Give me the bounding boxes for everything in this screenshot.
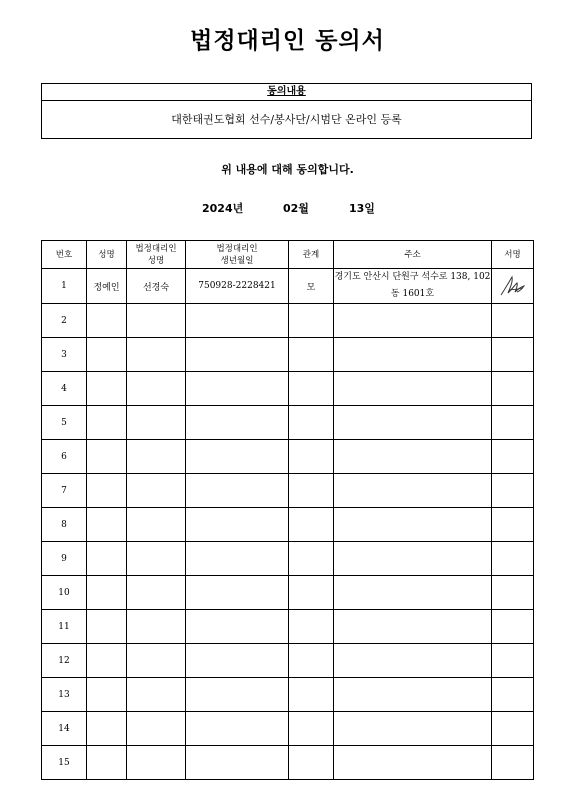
- table-row: [42, 576, 534, 610]
- signature-table: [41, 240, 534, 780]
- header-rep-name: 법정대리인 성명: [127, 241, 186, 269]
- cell-rep-birth: [186, 440, 289, 474]
- cell-no: 11: [42, 610, 87, 644]
- cell-no: 13: [42, 678, 87, 712]
- cell-rep-name: [127, 610, 186, 644]
- cell-relation: [289, 440, 334, 474]
- consent-header: [42, 84, 531, 101]
- table-row: [42, 372, 534, 406]
- cell-relation: [289, 746, 334, 780]
- cell-relation: 모: [289, 269, 334, 304]
- cell-signature: [492, 338, 534, 372]
- cell-no: 15: [42, 746, 87, 780]
- cell-relation: [289, 576, 334, 610]
- cell-address: [334, 406, 492, 440]
- cell-address: [334, 338, 492, 372]
- cell-rep-name: [127, 440, 186, 474]
- cell-name: [87, 712, 127, 746]
- header-no: 번호: [42, 241, 87, 269]
- cell-name: [87, 644, 127, 678]
- cell-signature: [492, 508, 534, 542]
- cell-no: 8: [42, 508, 87, 542]
- table-row: [42, 610, 534, 644]
- cell-address: [334, 610, 492, 644]
- cell-rep-name: [127, 304, 186, 338]
- cell-signature: [492, 576, 534, 610]
- cell-signature: [492, 440, 534, 474]
- cell-signature: [492, 644, 534, 678]
- header-rep-birth: 법정대리인 생년월일: [186, 241, 289, 269]
- cell-name: [87, 304, 127, 338]
- table-row: [42, 406, 534, 440]
- cell-name: [87, 508, 127, 542]
- cell-address: 경기도 안산시 단원구 석수로 138, 102동 1601호: [334, 269, 492, 304]
- cell-name: [87, 372, 127, 406]
- cell-signature: [492, 304, 534, 338]
- table-row: [42, 746, 534, 780]
- cell-relation: [289, 474, 334, 508]
- cell-rep-birth: [186, 338, 289, 372]
- cell-no: 14: [42, 712, 87, 746]
- cell-rep-name: [127, 474, 186, 508]
- cell-address: [334, 542, 492, 576]
- cell-address: [334, 440, 492, 474]
- cell-address: [334, 644, 492, 678]
- cell-no: 7: [42, 474, 87, 508]
- cell-address: [334, 508, 492, 542]
- cell-rep-birth: [186, 304, 289, 338]
- cell-rep-birth: [186, 406, 289, 440]
- header-address: 주소: [334, 241, 492, 269]
- cell-relation: [289, 678, 334, 712]
- table-header-row: [42, 241, 534, 269]
- header-name: 성명: [87, 241, 127, 269]
- table-row: [42, 440, 534, 474]
- table-row: [42, 712, 534, 746]
- cell-rep-birth: [186, 746, 289, 780]
- cell-signature: [492, 610, 534, 644]
- cell-rep-name: [127, 542, 186, 576]
- signature-icon: [498, 274, 528, 298]
- cell-rep-name: [127, 406, 186, 440]
- cell-relation: [289, 304, 334, 338]
- date-year: 2024년: [202, 202, 244, 215]
- cell-rep-birth: [186, 372, 289, 406]
- cell-relation: [289, 338, 334, 372]
- cell-rep-name: [127, 372, 186, 406]
- table-row: [42, 338, 534, 372]
- cell-no: 4: [42, 372, 87, 406]
- cell-address: [334, 746, 492, 780]
- cell-signature: [492, 372, 534, 406]
- cell-rep-name: 선경숙: [127, 269, 186, 304]
- cell-relation: [289, 610, 334, 644]
- cell-name: [87, 406, 127, 440]
- cell-rep-birth: [186, 576, 289, 610]
- cell-name: [87, 576, 127, 610]
- table-row: [42, 542, 534, 576]
- cell-rep-birth: [186, 678, 289, 712]
- cell-rep-birth: 750928-2228421: [186, 269, 289, 304]
- cell-no: 6: [42, 440, 87, 474]
- cell-name: [87, 678, 127, 712]
- cell-relation: [289, 542, 334, 576]
- cell-rep-name: [127, 746, 186, 780]
- table-row: [42, 508, 534, 542]
- cell-rep-birth: [186, 712, 289, 746]
- cell-signature: [492, 474, 534, 508]
- table-row: [42, 474, 534, 508]
- consent-body: 대한태권도협회 선수/봉사단/시범단 온라인 등록: [171, 113, 402, 126]
- cell-rep-birth: [186, 644, 289, 678]
- cell-address: [334, 678, 492, 712]
- cell-no: 9: [42, 542, 87, 576]
- cell-no: 2: [42, 304, 87, 338]
- table-body: [42, 269, 534, 780]
- cell-rep-birth: [186, 474, 289, 508]
- cell-address: [334, 304, 492, 338]
- cell-signature: [492, 406, 534, 440]
- cell-signature: [492, 712, 534, 746]
- cell-rep-name: [127, 712, 186, 746]
- cell-name: [87, 542, 127, 576]
- cell-address: [334, 712, 492, 746]
- cell-signature: [492, 678, 534, 712]
- cell-name: [87, 440, 127, 474]
- cell-no: 10: [42, 576, 87, 610]
- cell-address: [334, 372, 492, 406]
- cell-no: 5: [42, 406, 87, 440]
- table-row: [42, 269, 534, 304]
- cell-no: 1: [42, 269, 87, 304]
- consent-header-label: 동의내용: [267, 86, 306, 97]
- cell-rep-birth: [186, 508, 289, 542]
- cell-rep-name: [127, 576, 186, 610]
- consent-box: [41, 83, 532, 139]
- cell-name: 정예인: [87, 269, 127, 304]
- date-month: 02월: [283, 202, 309, 215]
- cell-no: 12: [42, 644, 87, 678]
- cell-rep-birth: [186, 542, 289, 576]
- cell-relation: [289, 508, 334, 542]
- table-row: [42, 644, 534, 678]
- cell-relation: [289, 372, 334, 406]
- agreement-statement: 위 내용에 대해 동의합니다.: [221, 163, 354, 176]
- cell-rep-name: [127, 644, 186, 678]
- date-day: 13일: [349, 202, 375, 215]
- cell-rep-name: [127, 678, 186, 712]
- header-signature: 서명: [492, 241, 534, 269]
- cell-relation: [289, 712, 334, 746]
- cell-name: [87, 474, 127, 508]
- page-title: 법정대리인 동의서: [190, 28, 385, 54]
- cell-signature: [492, 542, 534, 576]
- cell-name: [87, 338, 127, 372]
- cell-signature: [492, 746, 534, 780]
- table-row: [42, 304, 534, 338]
- header-relation: 관계: [289, 241, 334, 269]
- cell-address: [334, 474, 492, 508]
- cell-relation: [289, 406, 334, 440]
- cell-rep-name: [127, 508, 186, 542]
- cell-address: [334, 576, 492, 610]
- cell-signature: [492, 269, 534, 304]
- cell-name: [87, 746, 127, 780]
- table-row: [42, 678, 534, 712]
- cell-relation: [289, 644, 334, 678]
- cell-name: [87, 610, 127, 644]
- cell-rep-name: [127, 338, 186, 372]
- cell-rep-birth: [186, 610, 289, 644]
- cell-no: 3: [42, 338, 87, 372]
